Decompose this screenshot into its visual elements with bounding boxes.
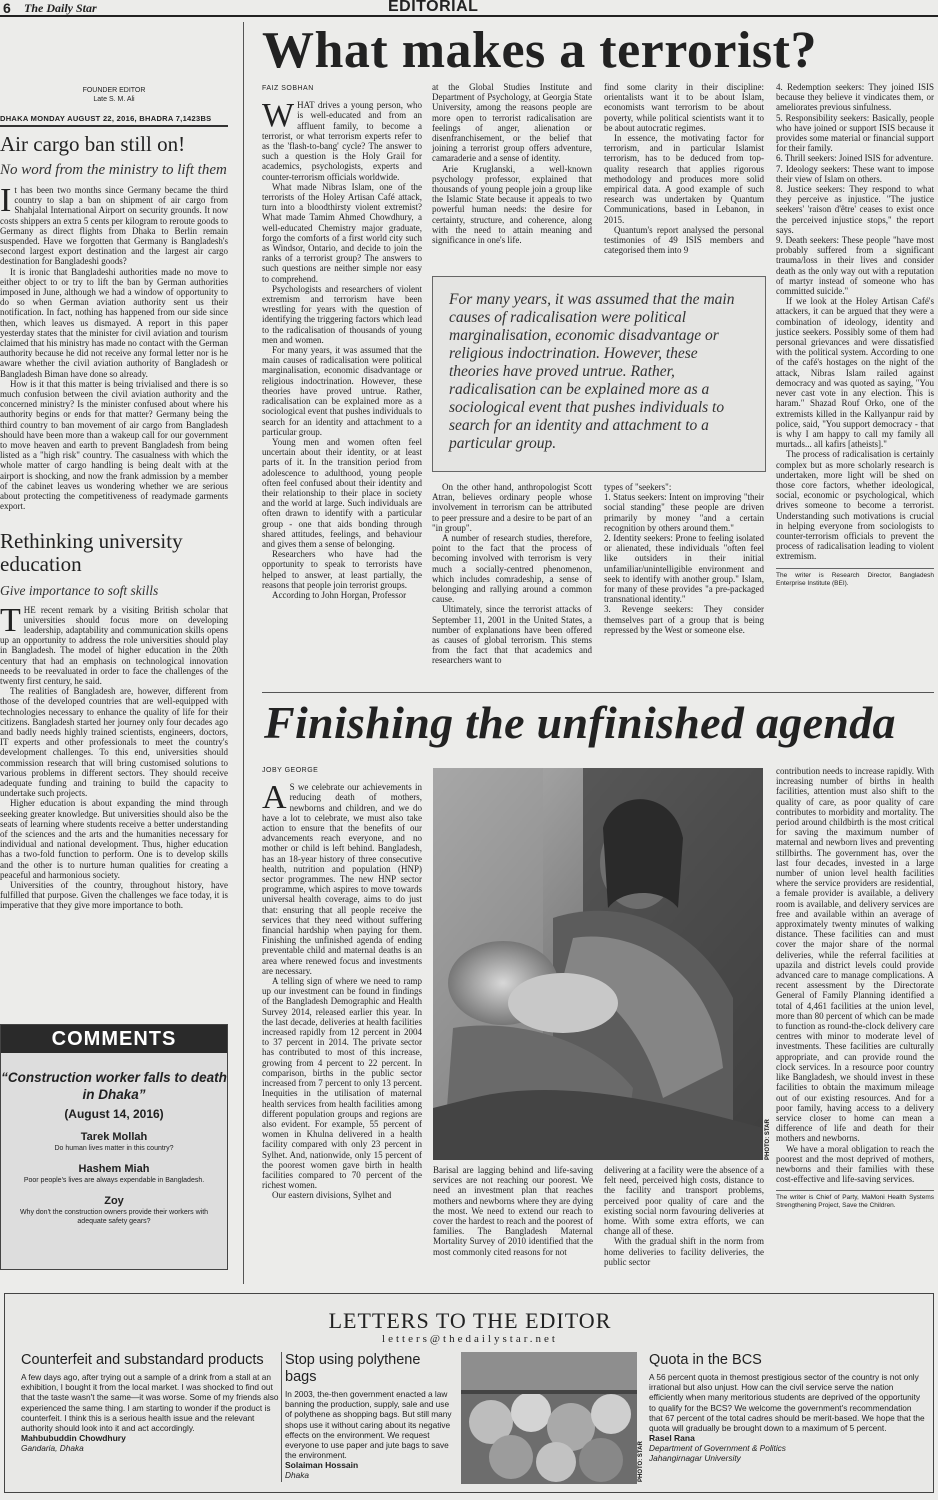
comment-item xyxy=(1,1163,227,1185)
column-divider xyxy=(243,22,244,1284)
paragraph: find some clarity in their discipline: orientalists want it to be about Islam, economists want terrorism to be about poverty, while political scientists want it to be about autocratic regimes. xyxy=(604,82,764,133)
paragraph: Researchers who have had the opportunity to speak to terrorists have helped to answer, at least partially, the reasons that people join terrorist groups. xyxy=(262,549,422,590)
letter-item xyxy=(21,1352,279,1453)
list-item: 5. Responsibility seekers: Basically, people who have joined or support ISIS because it provides some material or financial support for their family. xyxy=(776,112,934,154)
founder-label: FOUNDER EDITOR xyxy=(82,87,146,94)
paragraph: AS we celebrate our achievements in reducing death of mothers, newborns and children, and we do have a lot to celebrate, we must also take action to ensure that the benefits of our advancements reach everyone, and no mother or child is left behind. Bangladesh, has an 18-year history of three consecutive health, nutrition and population (HNP) sector programmes. The new HNP sector programme, which aspires to move towards universal health coverage, aims to do just that: ensuring that all people receive the services that they need without suffering financial hardship when paying for them. Finishing the unfinished agenda of ending preventable child and maternal deaths is an area where renewed focus and investments are necessary. xyxy=(262,779,422,976)
paragraph: What made Nibras Islam, one of the terrorists of the Holey Artisan Café attack, turn into a bloodthirsty violent extremist? What made Tamim Ahmed Chowdhury, a well-educated Chemistry major graduate, forgo the comforts of a first world city such as Windsor, Ontario, and decide to join the ranks of a terrorist group? The answers to such questions are neither simple nor easy to comprehend. xyxy=(262,181,422,284)
list-item: 6. Thrill seekers: Joined ISIS for adventure. xyxy=(776,153,934,164)
terror-col-3b xyxy=(604,482,764,635)
paragraph: The realities of Bangladesh are, however, different from those of the developed countries that are well-equipped with technologies necessary to enhance the quality of life for their citizens. Bangladesh started her journey only four decades ago and badly needs highly trained scientists, engineers, doctors, IT experts and other professionals to meet the country's development challenges. To this end, universities should commission research that will bring customised solutions to various problems in different sectors. They should receive adequate funding and training to build the capacity to undertake such projects. xyxy=(0,686,228,799)
paragraph: at the Global Studies Institute and Department of Psychology, at Georgia State University, among the reasons people are more open to terrorist radicalisation are feelings of anger, alienation or disenfranchisement, or the belief that joining a terrorist group offers adventure, camaraderie and a sense of identity. xyxy=(432,82,592,164)
finish-col-2 xyxy=(433,1165,593,1257)
editorial-title: Air cargo ban still on! xyxy=(0,132,186,156)
editorial-subtitle: No word from the ministry to lift them xyxy=(0,162,227,178)
founder-editor xyxy=(0,86,228,104)
list-item: 1. Status seekers: Intent on improving "their social standing" these people are driven primarily by money "and a certain recognition by others around them." xyxy=(604,492,764,533)
masthead-logo: The Daily Star xyxy=(24,1,97,15)
letter-title: Counterfeit and substandard products xyxy=(21,1352,264,1368)
paragraph: Quantum's report analysed the personal testimonies of 49 ISIS members and categorised them into 9 xyxy=(604,224,764,256)
finish-col-1 xyxy=(262,766,422,1201)
finish-col-3 xyxy=(604,1165,764,1267)
comments-article-title: “Construction worker falls to death in Dhaka” xyxy=(1,1070,227,1102)
letter-text: A few days ago, after trying out a sample of a drink from a stall at an exhibition, I bought it from the local market. I was shocked to find out that the taste wasn't the same—it was worse. Some of my friends also experienced the same thing. I am starting to wonder if the product is counterfeit. I think this is a serious health issue and the relevant authority should look into it and act accordingly. xyxy=(21,1372,279,1434)
letter-signature: Solaiman Hossain xyxy=(285,1460,359,1471)
finish-col-4 xyxy=(776,766,934,1210)
paragraph: For many years, it was assumed that the main causes of radicalisation were political marginalisation, economic disadvantage or religious indoctrination. However, these theories have proved untrue. Rather, radicalisation can be explained more as a sociological event that pushes individuals to search for an identity and attachment to a particular group. xyxy=(262,345,422,437)
terror-col-3 xyxy=(604,82,764,255)
list-item: types of "seekers": xyxy=(604,482,672,492)
paragraph: WHAT drives a young person, who is well-educated and from an affluent family, to become a terrorist, or what terrorism experts refer to as the 'flash-to-bang' cycle? The answer to such a question is the Holy Grail for academics, psychologists, experts and counter-terrorism officials worldwide. xyxy=(262,97,422,182)
letters-title: LETTERS TO THE EDITOR xyxy=(328,1308,612,1333)
paragraph: Our eastern divisions, Sylhet and xyxy=(272,1190,392,1201)
list-item: 4. Redemption seekers: They joined ISIS because they believe it vindicates them, or ameliorates previous sinfulness. xyxy=(776,82,934,113)
letters-email: letters@thedailystar.net xyxy=(382,1333,558,1345)
author-note: The writer is Research Director, Bangladesh Enterprise Institute (BEI). xyxy=(776,568,934,588)
photo-image xyxy=(433,768,763,1160)
byline: FAIZ SOBHAN xyxy=(262,85,314,92)
list-item: 3. Revenge seekers: They consider themselves part of a group that is being repressed by the West or someone else. xyxy=(604,604,764,635)
list-item: 9. Death seekers: These people "have most probably suffered from a significant trauma/loss in their lives and consider death as the only way out with a reputation of martyr instead of someone who has committed suicide." xyxy=(776,235,934,297)
list-item: 7. Ideology seekers: These want to impose their view of Islam on others. xyxy=(776,163,934,184)
letter-title: Stop using polythene bags xyxy=(285,1352,421,1385)
terror-col-2b xyxy=(432,482,592,666)
founder-name: Late S. M. Ali xyxy=(93,96,135,103)
comment-text: Poor people's lives are always expendable in Bangladesh. xyxy=(23,1177,205,1184)
editorial-body xyxy=(0,601,228,911)
page-header xyxy=(0,0,938,17)
comment-item xyxy=(1,1195,227,1226)
commenter-name: Hashem Miah xyxy=(78,1163,150,1175)
paragraph: Universities of the country, throughout history, have fulfilled that purpose. Given the challenges we face today, it is imperative that they give more importance to both. xyxy=(0,879,228,911)
paragraph: Barisal are lagging behind and life-saving services are not reaching our poorest. We need an investment plan that reaches mothers and newborns where they are dying the most. We need to extend our reach to cover the hardest to reach and the poorest of families. The Bangladesh Maternal Mortality Survey of 2010 identified that the most commonly cited reasons for not xyxy=(433,1165,593,1257)
paragraph: Young men and women often feel uncertain about their identity, or at least parts of it. In the transition period from adolescence to adulthood, young people often feel confused about their identity and their relationship to their place in society and the world at large. Such individuals are often drawn to identify with a particular group - one that aids bonding through shared attitudes, feelings, and behaviour and gives them a sense of belonging. xyxy=(262,436,422,549)
photo-credit: PHOTO: STAR xyxy=(765,1119,771,1160)
letter-item xyxy=(285,1352,455,1480)
letter-signature: Rasel Rana xyxy=(649,1433,695,1444)
letter-place: Dhaka xyxy=(285,1470,309,1481)
paragraph: Ultimately, since the terrorist attacks of September 11, 2001 in the United States, a number of explanations have been offered as causes of global terrorism. This stems from the fact that that academics and researchers want to xyxy=(432,604,592,666)
comments-heading: COMMENTS xyxy=(1,1025,227,1053)
letters-photo xyxy=(461,1352,637,1484)
section-title: EDITORIAL xyxy=(388,0,479,15)
letter-place: Gandaria, Dhaka xyxy=(21,1443,84,1454)
paragraph: A number of research studies, therefore, point to the fact that the process of becoming involved with terrorism is very much a socially-centred phenomenon, which includes comradeship, a sense of belonging and rallying around a common cause. xyxy=(432,533,592,605)
commenter-name: Zoy xyxy=(104,1195,124,1207)
paragraph: If we look at the Holey Artisan Café's attackers, it can be argued that they were a combination of ideology, identity and justice seekers. Possibly some of them had personal grievances and were dissatisfied with the political system. According to one of the café's hostages on the night of the attack, Nibras Islam railed against democracy and was quoted as saying, "You never cast vote in any election. This is haram." Shazad Rouf Orko, one of the extremists killed in the Kallyanpur raid by police, said, "You support democracy - that is why I am happy to call my family all murtads... all kafirs [atheists]." xyxy=(776,296,934,450)
letter-title: Quota in the BCS xyxy=(649,1352,762,1368)
paragraph: contribution needs to increase rapidly. With increasing number of births in health facilities, attention must also shift to the quality of care, as poor quality of care contributes to morbidity and mortality. The period around childbirth is the most critical for saving the maximum number of maternal and newborn lives and preventing stillbirths. The government has, over the last four decades, invested in a large number of union level health facilities where the service providers are residential, a female provider is available, a delivery room is available, and delivery services are free and available within an average of approximately twenty minutes of walking distance. These facilities can and must cover the major share of the normal deliveries, while the referral facilities at upazila and district levels could provide advanced care to manage complications. A recent assessment by the Directorate General of Family Planning identified a total of 4,461 facilities at the union level, more than 80 percent of which can be made to function as round-the-clock delivery care centres with minor to moderate level of investments. These facilities are culturally appropriate, and can provide round the clock services. In a resource poor country like Bangladesh, we should invest in these facilities to obtain the maximum mileage out of our existing resources. And for a poor family, having access to a delivery service closer to home can mean a difference of life and death for their mothers and newborns. xyxy=(776,766,934,1144)
paragraph: delivering at a facility were the absence of a felt need, perceived high costs, distance to the facility and transport problems, perceived poor quality of care and the existing social norm favouring deliveries at home. With some extra efforts, we can change all of these. xyxy=(604,1165,764,1237)
paragraph: A telling sign of where we need to ramp up our investment can be found in findings of the Bangladesh Demographic and Health Survey 2014, released earlier this year. In the last decade, deliveries at health facilities increased rapidly from 12 percent in 2004 to 37 percent in 2014. The private sector has contributed to most of this increase, growing from 4 percent to 22 percent. In comparison, births in the public sector increased from 7 percent to only 13 percent. Inequities in the utilisation of maternal health services from health facilities among different population groups and regions are also evident. For example, 55 percent of women in Khulna delivered in a health facility compared with only 23 percent in Sylhet. And, nationwide, only 15 percent of the poorest women gave birth in health facilities compared to 70 percent of the richest women. xyxy=(262,976,422,1191)
letters-divider xyxy=(281,1352,282,1482)
editorial-subtitle: Give importance to soft skills xyxy=(0,582,159,598)
paragraph: The process of radicalisation is certainly complex but as more scholarly research is undertaken, more light will be shed on those core factors, whether ideological, social, economic or psychological, which drives someone to become a terrorist. Understanding such motivations is crucial in helping everyone from sociologists to counter-terrorism officials to prevent the process of radicalisation leading to violent extremism. xyxy=(776,449,934,562)
byline: JOBY GEORGE xyxy=(262,767,319,774)
letter-item xyxy=(649,1352,925,1463)
list-item: 8. Justice seekers: They respond to what they perceive as injustice. "The justice seekers' 'raison d'être' ceases to exist once the perceived injustice stops," the report says. xyxy=(776,184,934,235)
article-divider xyxy=(262,692,934,693)
paragraph: With the gradual shift in the norm from home deliveries to facility deliveries, the public sector xyxy=(604,1236,764,1267)
list-item: 2. Identity seekers: Prone to feeling isolated or alienated, these individuals "often feel like outsiders in their initial unfamiliar/unintelligible environment and seek to identify with another group." Islam, for many of these provides "a pre-packaged transnational identity." xyxy=(604,533,764,605)
paragraph: It is ironic that Bangladeshi authorities made no move to either object to or try to lift the ban by German authorities imposed in June, although we had a window of opportunity to do so when German aviation authority sent us their notification. In fact, nothing has happened from our side since then, which leaves us dismayed. A report in this paper yesterday states that the minister for civil aviation and tourism claimed that his ministry has made no contact with the German authority because he did not receive any formal letter nor is he aware whether the civil aviation authority of Bangladesh or Bangladesh Biman have done so already. xyxy=(0,266,228,379)
comment-text: Why don't the construction owners provide their workers with adequate safety gears? xyxy=(19,1209,209,1225)
editorial-air-cargo xyxy=(0,133,228,512)
letters-section xyxy=(4,1293,934,1493)
paragraph: Psychologists and researchers of violent extremism and terrorism have been wrestling for years with the question of identifying the triggering factors which lead to the radicalisation of thousands of young men and women. xyxy=(262,283,422,345)
letter-place: Department of Government & Politics Jahangirnagar University xyxy=(649,1443,786,1464)
comment-item xyxy=(1,1131,227,1153)
author-note: The writer is Chief of Party, MaMoni Health Systems Strengthening Project, Save the Children. xyxy=(776,1190,934,1210)
terror-col-2 xyxy=(432,82,592,245)
photo-credit: PHOTO: STAR xyxy=(638,1441,644,1482)
dateline: DHAKA MONDAY AUGUST 22, 2016, BHADRA 7,1423BS xyxy=(0,104,228,127)
comment-text: Do human lives matter in this country? xyxy=(54,1145,174,1152)
comments-date: (August 14, 2016) xyxy=(64,1107,164,1121)
paragraph: Higher education is about expanding the mind through seeking greater knowledge. But universities should also be the seats of learning where students receive a better understanding of the sciences and the arts and the humanities necessary for individual and national development. Thus, higher education has a two-fold function to perform. One is to develop skills and the other is to nurture human qualities for creating a peaceful and harmonious society. xyxy=(0,798,228,880)
paragraph: We have a moral obligation to reach the poorest and the most deprived of mothers, newborns and their families with these cost-effective and life-saving services. xyxy=(776,1143,934,1185)
terror-col-1 xyxy=(262,84,422,600)
headline-finishing: Finishing the unfinished agenda xyxy=(264,697,896,748)
photo-image xyxy=(461,1352,637,1484)
editorial-sidebar xyxy=(0,22,228,911)
mother-newborn-photo xyxy=(433,768,763,1160)
paragraph: THE recent remark by a visiting British scholar that universities should focus more on developing leadership, adaptability and communication skills opens up an opportunity to address the role universities should play in Bangladesh. The model of higher education in the 20th century that had an emphasis on technological innovation needs to be reevaluated in order to face the challenges of the twenty first century, he said. xyxy=(0,601,228,686)
headline-terrorist: What makes a terrorist? xyxy=(262,22,817,79)
paragraph: In essence, the motivating factor for terrorism, and in particular Islamist terrorism, has to be deduced from top-quality research that applies rigorous methodology and produces more solid empirical data. A good example of such research was undertaken by Quantum Communications, based in Lebanon, in 2015. xyxy=(604,133,764,225)
editorial-body xyxy=(0,182,228,512)
commenter-name: Tarek Mollah xyxy=(80,1131,148,1143)
editorial-university xyxy=(0,530,228,911)
paragraph: According to John Horgan, Professor xyxy=(272,589,407,600)
paragraph: How is it that this matter is being trivialised and there is so much confusion between the civil aviation authority and the concerned ministry? Is the minister confused about where his authority begins or ends for that matter? Germany being the third country to ban movement of air cargo from Bangladesh should have been more than a wakeup call for our government to move heaven and earth to prevent Bangladesh from being listed as a "high risk" country. The casualness with which the whole matter of cargo handling is being dealt with at the airport is shocking, and now the frank admission by a member of the cabinet leaves us wondering whether we are serious about protecting the competitiveness of readymade garments export. xyxy=(0,378,228,512)
terror-col-4 xyxy=(776,82,934,588)
comments-box xyxy=(0,1024,228,1270)
letter-text: A 56 percent quota in themost prestigious sector of the country is not only irrational but also unjust. How can the civil service serve the nation efficiently when many meritorious students are deprived of the opportunity to qualify for the BCS? We welcome the government's recommendation that 67 percent of the total cadres should be merit-based. We hope that the quota will gradually be brought down to a maximum of 5 percent. xyxy=(649,1372,925,1434)
letter-signature: Mahbubuddin Chowdhury xyxy=(21,1433,126,1444)
paragraph: Arie Kruglanski, a well-known psychology professor, explained that thousands of young people join a group like the Islamic State because it appeals to two powerful human needs: the desire for certainty, structure, and coherence, along with the need to attain meaning and significance in one's life. xyxy=(432,163,592,246)
editorial-title: Rethinking university education xyxy=(0,528,183,576)
paragraph: On the other hand, anthropologist Scott Atran, believes ordinary people whose involvement in terrorism can be attributed to peer pressure and a desire to be part of an "in group". xyxy=(432,482,592,533)
page-number: 6 xyxy=(3,0,11,16)
pull-quote: For many years, it was assumed that the main causes of radicalisation were political marginalisation, economic disadvantage or religious indoctrination. However, these theories have proved untrue. Rather, radicalisation can be explained more as a sociological event that pushes individuals to search for an identity and attachment to a particular group. xyxy=(432,276,766,472)
letter-text: In 2003, the-then government enacted a law banning the production, supply, sale and use of polythene as shopping bags. But still many shops use it without caring about its negative effects on the environment. We request everyone to use paper and jute bags to save the environment. xyxy=(285,1389,452,1461)
paragraph: It has been two months since Germany became the third country to slap a ban on shipment of air cargo from Shahjalal International Airport on security grounds. It now costs shippers an extra 5 cents per kilogram to reroute goods to Germany as direct flights from Dhaka to Berlin remain suspended. Have we forgotten that Germany is Bangladesh's second largest export destination and the largest air cargo destination for Bangladeshi goods? xyxy=(0,182,228,267)
